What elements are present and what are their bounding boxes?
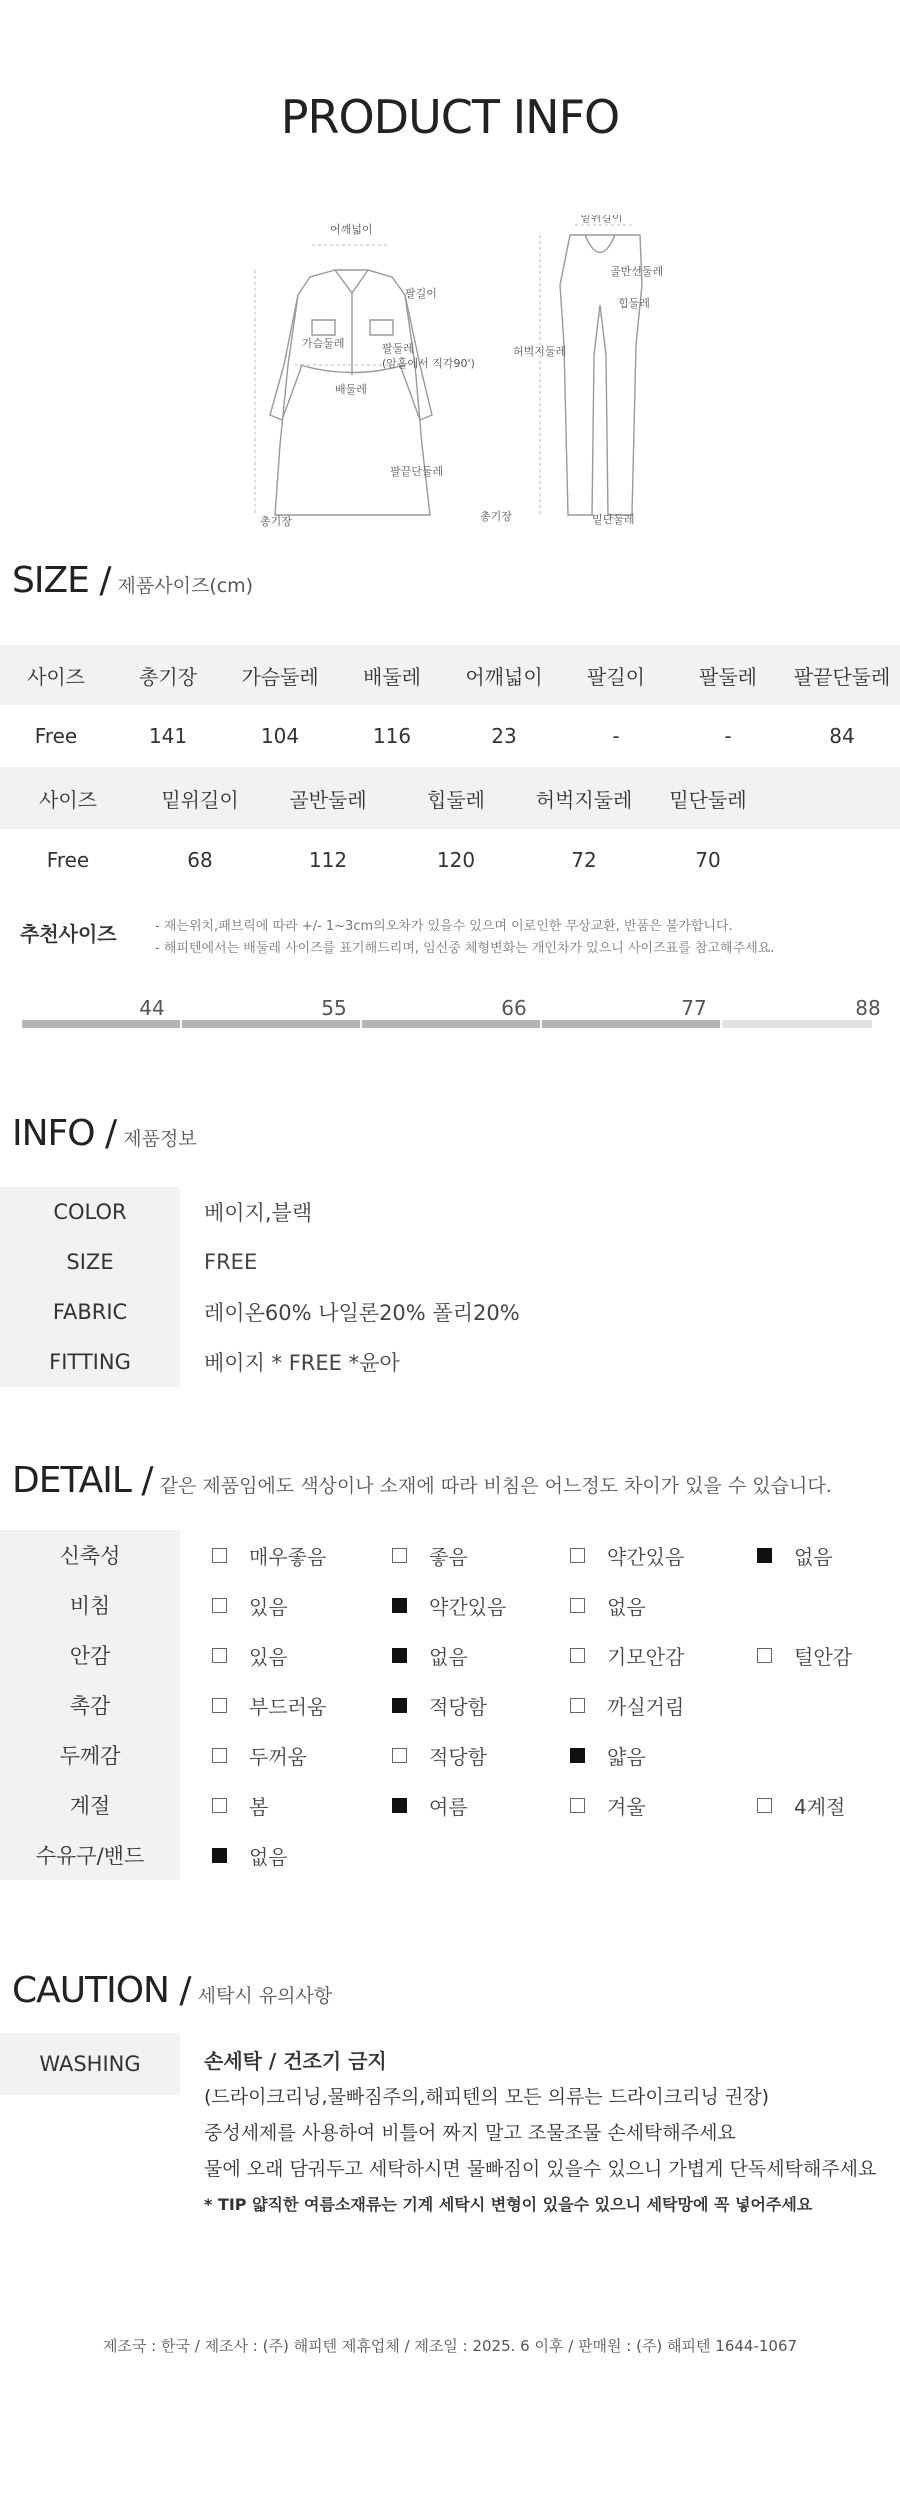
checkbox-icon <box>392 1748 407 1763</box>
detail-option-checked <box>757 1530 833 1580</box>
detail-label: 계절 <box>0 1780 180 1830</box>
checkbox-icon <box>212 1598 227 1613</box>
label-hip-line: 골반선둘레 <box>610 265 664 278</box>
size-table2-row <box>0 829 900 891</box>
scale-segment-empty <box>722 1020 872 1028</box>
size-table2-head-cell: 힙둘레 <box>427 787 485 812</box>
detail-option-label: 없음 <box>429 1644 468 1669</box>
detail-option-checked <box>570 1730 646 1780</box>
size-table1-cell: - <box>612 724 620 748</box>
info-value: 레이온60% 나일론20% 폴리20% <box>204 1301 520 1325</box>
checked-box-icon <box>757 1548 772 1563</box>
detail-option-label: 없음 <box>249 1844 288 1869</box>
detail-label: 두께감 <box>0 1730 180 1780</box>
detail-option <box>570 1530 684 1580</box>
info-label: SIZE <box>0 1237 180 1287</box>
checkbox-icon <box>757 1648 772 1663</box>
info-row-size <box>0 1237 257 1287</box>
info-label: FITTING <box>0 1337 180 1387</box>
size-table1-cell: 141 <box>148 724 188 748</box>
detail-option-label: 적당함 <box>429 1744 487 1769</box>
checkbox-icon <box>757 1798 772 1813</box>
scale-label-88: 88 <box>855 996 881 1020</box>
size-table1-head-cell: 어깨넓이 <box>465 664 543 689</box>
caution-heading-subtitle: 세탁시 유의사항 <box>197 1985 333 2007</box>
detail-option <box>570 1780 646 1830</box>
checkbox-icon <box>570 1548 585 1563</box>
detail-option-checked <box>392 1630 468 1680</box>
label-shoulder: 어깨넓이 <box>330 223 373 236</box>
detail-option-label: 여름 <box>429 1794 468 1819</box>
caution-line: 중성세제를 사용하여 비틀어 짜지 말고 조물조물 손세탁해주세요 <box>204 2122 736 2144</box>
detail-heading-title: DETAIL / <box>12 1460 153 1501</box>
size-table1-head-cell: 사이즈 <box>27 664 85 689</box>
detail-option-label: 부드러움 <box>249 1694 327 1719</box>
detail-option <box>570 1580 646 1630</box>
checked-box-icon <box>392 1598 407 1613</box>
detail-row-texture <box>0 1680 900 1730</box>
label-arm-circ: 팔둘레 <box>382 342 414 355</box>
detail-option-label: 매우좋음 <box>249 1544 327 1569</box>
detail-label: 수유구/밴드 <box>0 1830 180 1880</box>
detail-option-label: 두꺼움 <box>249 1744 307 1769</box>
label-hip: 힙둘레 <box>618 297 650 310</box>
detail-option-label: 없음 <box>794 1544 833 1569</box>
scale-label-44: 44 <box>139 996 165 1020</box>
detail-row-sheerness <box>0 1580 900 1630</box>
size-table1-head-cell: 팔길이 <box>587 664 645 689</box>
info-heading-subtitle: 제품정보 <box>123 1128 197 1150</box>
checked-box-icon <box>212 1848 227 1863</box>
recommend-note-2: - 해피텐에서는 배둘레 사이즈를 표기해드리며, 임신중 체형변화는 개인차가 있으니 사이즈표를 참고해주세요. <box>155 941 775 956</box>
checkbox-icon <box>570 1798 585 1813</box>
size-table1-cell: Free <box>34 724 78 748</box>
size-table1-row <box>0 705 900 767</box>
checkbox-icon <box>212 1748 227 1763</box>
info-value: FREE <box>204 1250 258 1274</box>
manufacturer-footer: 제조국 : 한국 / 제조사 : (주) 해피텐 제휴업체 / 제조일 : 2025. 6 이후 / 판매원 : (주) 해피텐 1644-1067 <box>102 2337 798 2355</box>
size-table1-head-cell: 배둘레 <box>363 664 421 689</box>
info-row-fitting <box>0 1337 400 1387</box>
info-label: COLOR <box>0 1187 180 1237</box>
info-row-fabric <box>0 1287 520 1337</box>
info-row-color <box>0 1187 312 1237</box>
detail-option-label: 약간있음 <box>429 1594 507 1619</box>
detail-option <box>392 1530 468 1580</box>
detail-option <box>570 1680 684 1730</box>
size-table1-cell: - <box>724 724 732 748</box>
detail-option-label: 기모안감 <box>607 1644 685 1669</box>
size-table2-head-cell: 밑위길이 <box>161 787 239 812</box>
caution-tip: * TIP 얇직한 여름소재류는 기계 세탁시 변형이 있을수 있으니 세탁망에 꼭 넣어주세요 <box>204 2195 813 2214</box>
info-section-heading <box>12 1113 197 1154</box>
checkbox-icon <box>570 1598 585 1613</box>
label-thigh: 허벅지둘레 <box>513 345 567 358</box>
detail-label: 촉감 <box>0 1680 180 1730</box>
detail-label: 비침 <box>0 1580 180 1630</box>
label-chest: 가슴둘레 <box>302 337 345 350</box>
label-hem: 밑단둘레 <box>592 513 635 526</box>
info-label: FABRIC <box>0 1287 180 1337</box>
garment-measurement-illustration <box>240 215 690 545</box>
size-table1-head-cell: 팔끝단둘레 <box>793 664 891 689</box>
detail-option-label: 겨울 <box>607 1794 646 1819</box>
detail-row-lining <box>0 1630 900 1680</box>
label-top-length: 총기장 <box>260 515 292 528</box>
label-cuff: 팔끝단둘레 <box>390 465 444 478</box>
detail-section-heading <box>12 1460 832 1501</box>
checkbox-icon <box>212 1698 227 1713</box>
detail-row-stretch <box>0 1530 900 1580</box>
detail-option-label: 봄 <box>249 1794 269 1819</box>
size-table1-cell: 84 <box>829 724 855 748</box>
scale-segment-selected <box>542 1020 720 1028</box>
checkbox-icon <box>570 1698 585 1713</box>
size-table2-head-cell: 골반둘레 <box>289 787 367 812</box>
caution-heading-title: CAUTION / <box>12 1970 191 2011</box>
detail-option-label: 4계절 <box>794 1794 846 1819</box>
detail-option <box>212 1780 268 1830</box>
scale-label-66: 66 <box>501 996 527 1020</box>
detail-option-label: 있음 <box>249 1644 288 1669</box>
detail-option <box>392 1730 487 1780</box>
size-table2-cell: 70 <box>695 848 721 872</box>
detail-option <box>757 1780 845 1830</box>
size-table1-head-cell: 총기장 <box>139 664 197 689</box>
size-table2-cell: 120 <box>436 848 476 872</box>
detail-option-label: 까실거림 <box>607 1694 685 1719</box>
size-table1-cell: 104 <box>260 724 300 748</box>
checked-box-icon <box>392 1798 407 1813</box>
detail-option-label: 있음 <box>249 1594 288 1619</box>
size-table2-head-cell: 밑단둘레 <box>669 787 747 812</box>
label-waist: 배둘레 <box>335 383 367 396</box>
scale-segment <box>362 1020 540 1028</box>
recommend-title: 추천사이즈 <box>20 922 117 946</box>
caution-label: WASHING <box>0 2033 180 2095</box>
detail-option <box>570 1630 684 1680</box>
caution-section-heading <box>12 1970 332 2011</box>
checkbox-icon <box>212 1798 227 1813</box>
detail-option-checked <box>392 1580 506 1630</box>
caution-line: (드라이크리닝,물빠짐주의,해피텐의 모든 의류는 드라이크리닝 권장) <box>204 2086 769 2108</box>
detail-row-thickness <box>0 1730 900 1780</box>
size-table2-header <box>0 767 900 829</box>
info-value: 베이지 * FREE *윤아 <box>204 1351 400 1375</box>
detail-label: 안감 <box>0 1630 180 1680</box>
detail-row-nursing <box>0 1830 900 1880</box>
scale-label-55: 55 <box>321 996 347 1020</box>
detail-heading-subtitle: 같은 제품임에도 색상이나 소재에 따라 비침은 어느정도 차이가 있을 수 있습니다. <box>159 1475 832 1497</box>
scale-label-77: 77 <box>681 996 707 1020</box>
info-heading-title: INFO / <box>12 1113 117 1154</box>
label-rise: 밑위길이 <box>580 215 623 224</box>
label-armhole-note: (암홀에서 직각90') <box>382 357 475 370</box>
scale-segment <box>182 1020 360 1028</box>
page-title: PRODUCT INFO <box>280 90 620 144</box>
detail-option-label: 적당함 <box>429 1694 487 1719</box>
size-table1-cell: 116 <box>372 724 412 748</box>
detail-option-label: 약간있음 <box>607 1544 685 1569</box>
detail-label: 신축성 <box>0 1530 180 1580</box>
size-table2-cell: Free <box>46 848 90 872</box>
size-guide-drawing <box>240 215 690 545</box>
detail-option-checked <box>392 1680 487 1730</box>
detail-option <box>212 1580 288 1630</box>
size-table1-head-cell: 팔둘레 <box>699 664 757 689</box>
detail-option <box>757 1630 852 1680</box>
detail-row-season <box>0 1780 900 1830</box>
label-sleeve-length: 팔길이 <box>405 287 437 300</box>
checkbox-icon <box>212 1648 227 1663</box>
size-table1-header <box>0 645 900 705</box>
checkbox-icon <box>570 1648 585 1663</box>
detail-option-label: 없음 <box>607 1594 646 1619</box>
detail-option <box>212 1530 326 1580</box>
checked-box-icon <box>392 1698 407 1713</box>
detail-option <box>212 1730 307 1780</box>
checked-box-icon <box>570 1748 585 1763</box>
checked-box-icon <box>392 1648 407 1663</box>
size-table1-head-cell: 가슴둘레 <box>241 664 319 689</box>
detail-option-label: 털안감 <box>794 1644 852 1669</box>
recommend-note-1: - 재는위치,패브릭에 따라 +/- 1~3cm의오차가 있을수 있으며 이로인한 무상교환, 반품은 불가합니다. <box>155 919 733 934</box>
caution-line: 손세탁 / 건조기 금지 <box>204 2049 387 2073</box>
size-table2-cell: 68 <box>187 848 213 872</box>
size-table2-cell: 112 <box>308 848 348 872</box>
checkbox-icon <box>212 1548 227 1563</box>
size-table2-head-cell: 허벅지둘레 <box>535 787 633 812</box>
label-pants-length: 총기장 <box>480 510 512 523</box>
detail-option-label: 얇음 <box>607 1744 646 1769</box>
detail-option-label: 좋음 <box>429 1544 468 1569</box>
size-table1-cell: 23 <box>491 724 517 748</box>
size-heading-title: SIZE / <box>12 560 111 601</box>
detail-option-checked <box>212 1830 288 1880</box>
checkbox-icon <box>392 1548 407 1563</box>
scale-segment <box>22 1020 180 1028</box>
detail-option-checked <box>392 1780 468 1830</box>
size-section-heading <box>12 560 253 601</box>
size-heading-subtitle: 제품사이즈(cm) <box>117 575 254 597</box>
info-value: 베이지,블랙 <box>204 1201 313 1225</box>
detail-option <box>212 1680 326 1730</box>
caution-line: 물에 오래 담궈두고 세탁하시면 물빠짐이 있을수 있으니 가볍게 단독세탁해주세요 <box>204 2158 877 2180</box>
size-table2-cell: 72 <box>571 848 597 872</box>
size-table2-head-cell: 사이즈 <box>39 787 97 812</box>
detail-option <box>212 1630 288 1680</box>
